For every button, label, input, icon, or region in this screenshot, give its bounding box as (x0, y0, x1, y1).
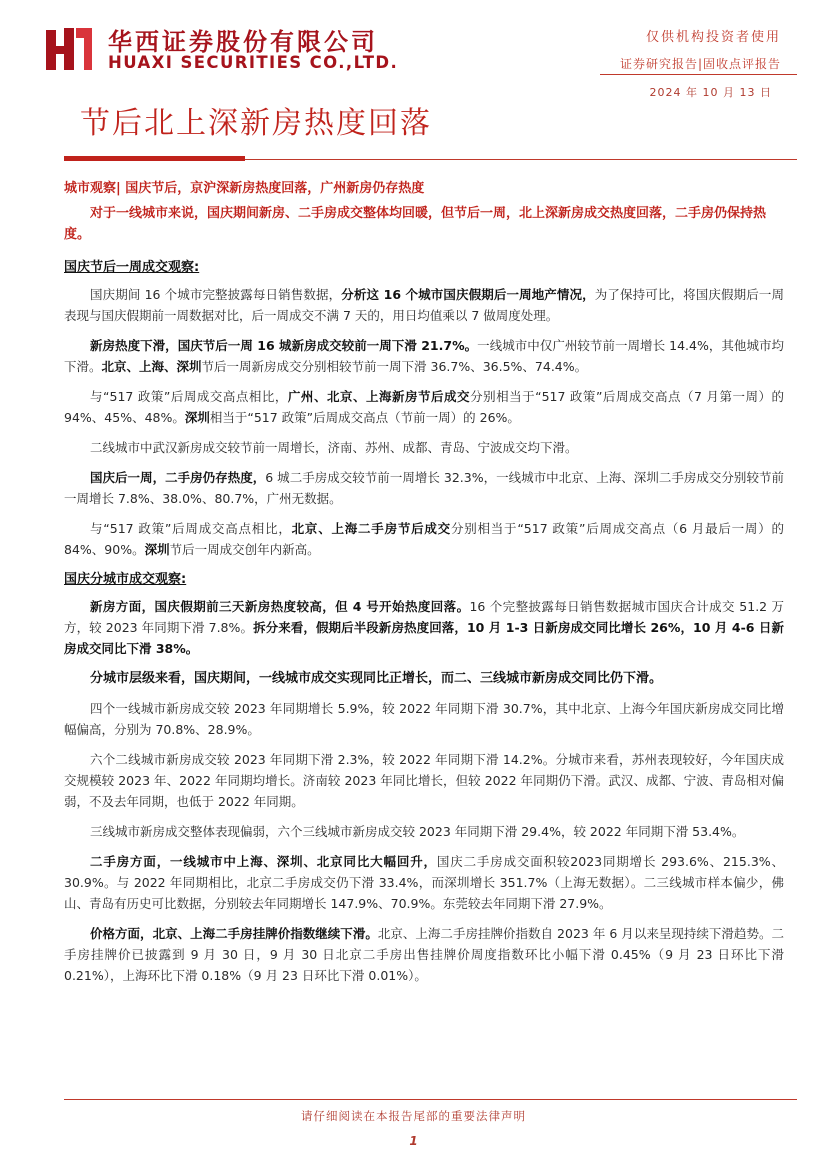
section-heading-city-breakdown: 国庆分城市成交观察: (64, 572, 187, 587)
footer-divider (64, 1099, 797, 1100)
report-body (64, 178, 784, 995)
paragraph: 三线城市新房成交整体表现偏弱，六个三线城市新房成交较 2023 年同期下滑 29.4%，较 2022 年同期下滑 53.4%。 (90, 824, 745, 839)
paragraph: 与“517 政策”后周成交高点相比，北京、上海二手房节后成交分别相当于“517 政策”后周成交高点（6 月最后一周）的 84%、90%。深圳节后一周成交创年内新高。 (64, 521, 784, 557)
paragraph: 新房方面，国庆假期前三天新房热度较高，但 4 号开始热度回落。16 个完整披露每日销售数据城市国庆合计成交 51.2 万方，较 2023 年同期下滑 7.8%。拆分来看，假期后半段新房热度回落，10 月 1-3 日新房成交同比增长 26%，10 月 4-6 日新房成交同比下滑 38%。 (64, 599, 784, 656)
paragraph: 新房热度下滑，国庆节后一周 16 城新房成交较前一周下滑 21.7%。一线城市中仅广州较节前一周增长 14.4%，其他城市均下滑。北京、上海、深圳节后一周新房成交分别相较节前一周下滑 36.7%、36.5%、74.4%。 (64, 338, 784, 374)
report-date: 2024 年 10 月 13 日 (649, 86, 772, 99)
title-underline-thick (64, 156, 245, 161)
paragraph: 与“517 政策”后周成交高点相比，广州、北京、上海新房节后成交分别相当于“517 政策”后周成交高点（7 月第一周）的 94%、45%、48%。深圳相当于“517 政策”后周成交高点（节前一周）的 26%。 (64, 389, 784, 425)
header-divider (600, 74, 797, 75)
paragraph-lead: 分城市层级来看，国庆期间，一线城市成交实现同比正增长，而二、三线城市新房成交同比仍下滑。 (90, 671, 663, 686)
paragraph: 二手房方面，一线城市中上海、深圳、北京同比大幅回升，国庆二手房成交面积较2023同期增长 293.6%、215.3%、30.9%。与 2022 年同期相比，北京二手房成交仍下滑 33.4%，而深圳增长 351.7%（上海无数据）。二三线城市样本偏少，佛山、青岛有历史可比数据，分别较去年同期增长 147.9%、70.9%。东莞较去年同期下滑 27.9%。 (64, 854, 784, 911)
huaxi-logo-icon (42, 24, 94, 72)
legal-disclaimer-note: 请仔细阅读在本报告尾部的重要法律声明 (301, 1109, 526, 1123)
paragraph: 国庆期间 16 个城市完整披露每日销售数据，分析这 16 个城市国庆假期后一周地产情况，为了保持可比，将国庆假期后一周表现与国庆假期前一周数据对比，后一周成交不满 7 天的，用日均值乘以 7 做周度处理。 (64, 287, 784, 323)
report-type: 证券研究报告|固收点评报告 (619, 57, 781, 71)
company-name-cn: 华西证券股份有限公司 (108, 28, 378, 56)
paragraph: 四个一线城市新房成交较 2023 年同期增长 5.9%，较 2022 年同期下滑 30.7%，其中北京、上海今年国庆新房成交同比增幅偏高，分别为 70.8%、28.9%。 (64, 701, 784, 737)
summary-headline: 城市观察| 国庆节后，京沪深新房热度回落，广州新房仍存热度 (64, 181, 425, 196)
section-heading-post-holiday: 国庆节后一周成交观察: (64, 260, 200, 275)
company-name-en: HUAXI SECURITIES CO.,LTD. (108, 53, 399, 72)
report-title: 节后北上深新房热度回落 (80, 106, 432, 141)
page-number: 1 (409, 1134, 418, 1148)
summary-text: 对于一线城市来说，国庆期间新房、二手房成交整体均回暖，但节后一周，北上深新房成交热度回落，二手房仍保持热度。 (64, 206, 767, 242)
title-underline-thin (245, 159, 797, 160)
investor-note: 仅供机构投资者使用 (645, 30, 781, 45)
paragraph: 国庆后一周，二手房仍存热度，6 城二手房成交较节前一周增长 32.3%，一线城市中北京、上海、深圳二手房成交分别较节前一周增长 7.8%、38.0%、80.7%，广州无数据。 (64, 470, 784, 506)
paragraph: 六个二线城市新房成交较 2023 年同期下滑 2.3%，较 2022 年同期下滑 14.2%。分城市来看，苏州表现较好，今年国庆成交规模较 2023 年、2022 年同期均增长。济南较 2023 年同比增长，但较 2022 年同期仍下滑。武汉、成都、宁波、青岛相对偏弱，不及去年同期，也低于 2022 年同期。 (64, 752, 784, 809)
paragraph: 二线城市中武汉新房成交较节前一周增长，济南、苏州、成都、青岛、宁波成交均下滑。 (90, 440, 578, 455)
paragraph: 价格方面，北京、上海二手房挂牌价指数继续下滑。北京、上海二手房挂牌价指数自 2023 年 6 月以来呈现持续下滑趋势。二手房挂牌价已披露到 9 月 30 日，9 月 30 日北京二手房出售挂牌价周度指数环比小幅下滑 0.45%（9 月 23 日环比下滑 0.21%），上海环比下滑 0.18%（9 月 23 日环比下滑 0.01%）。 (64, 926, 784, 983)
